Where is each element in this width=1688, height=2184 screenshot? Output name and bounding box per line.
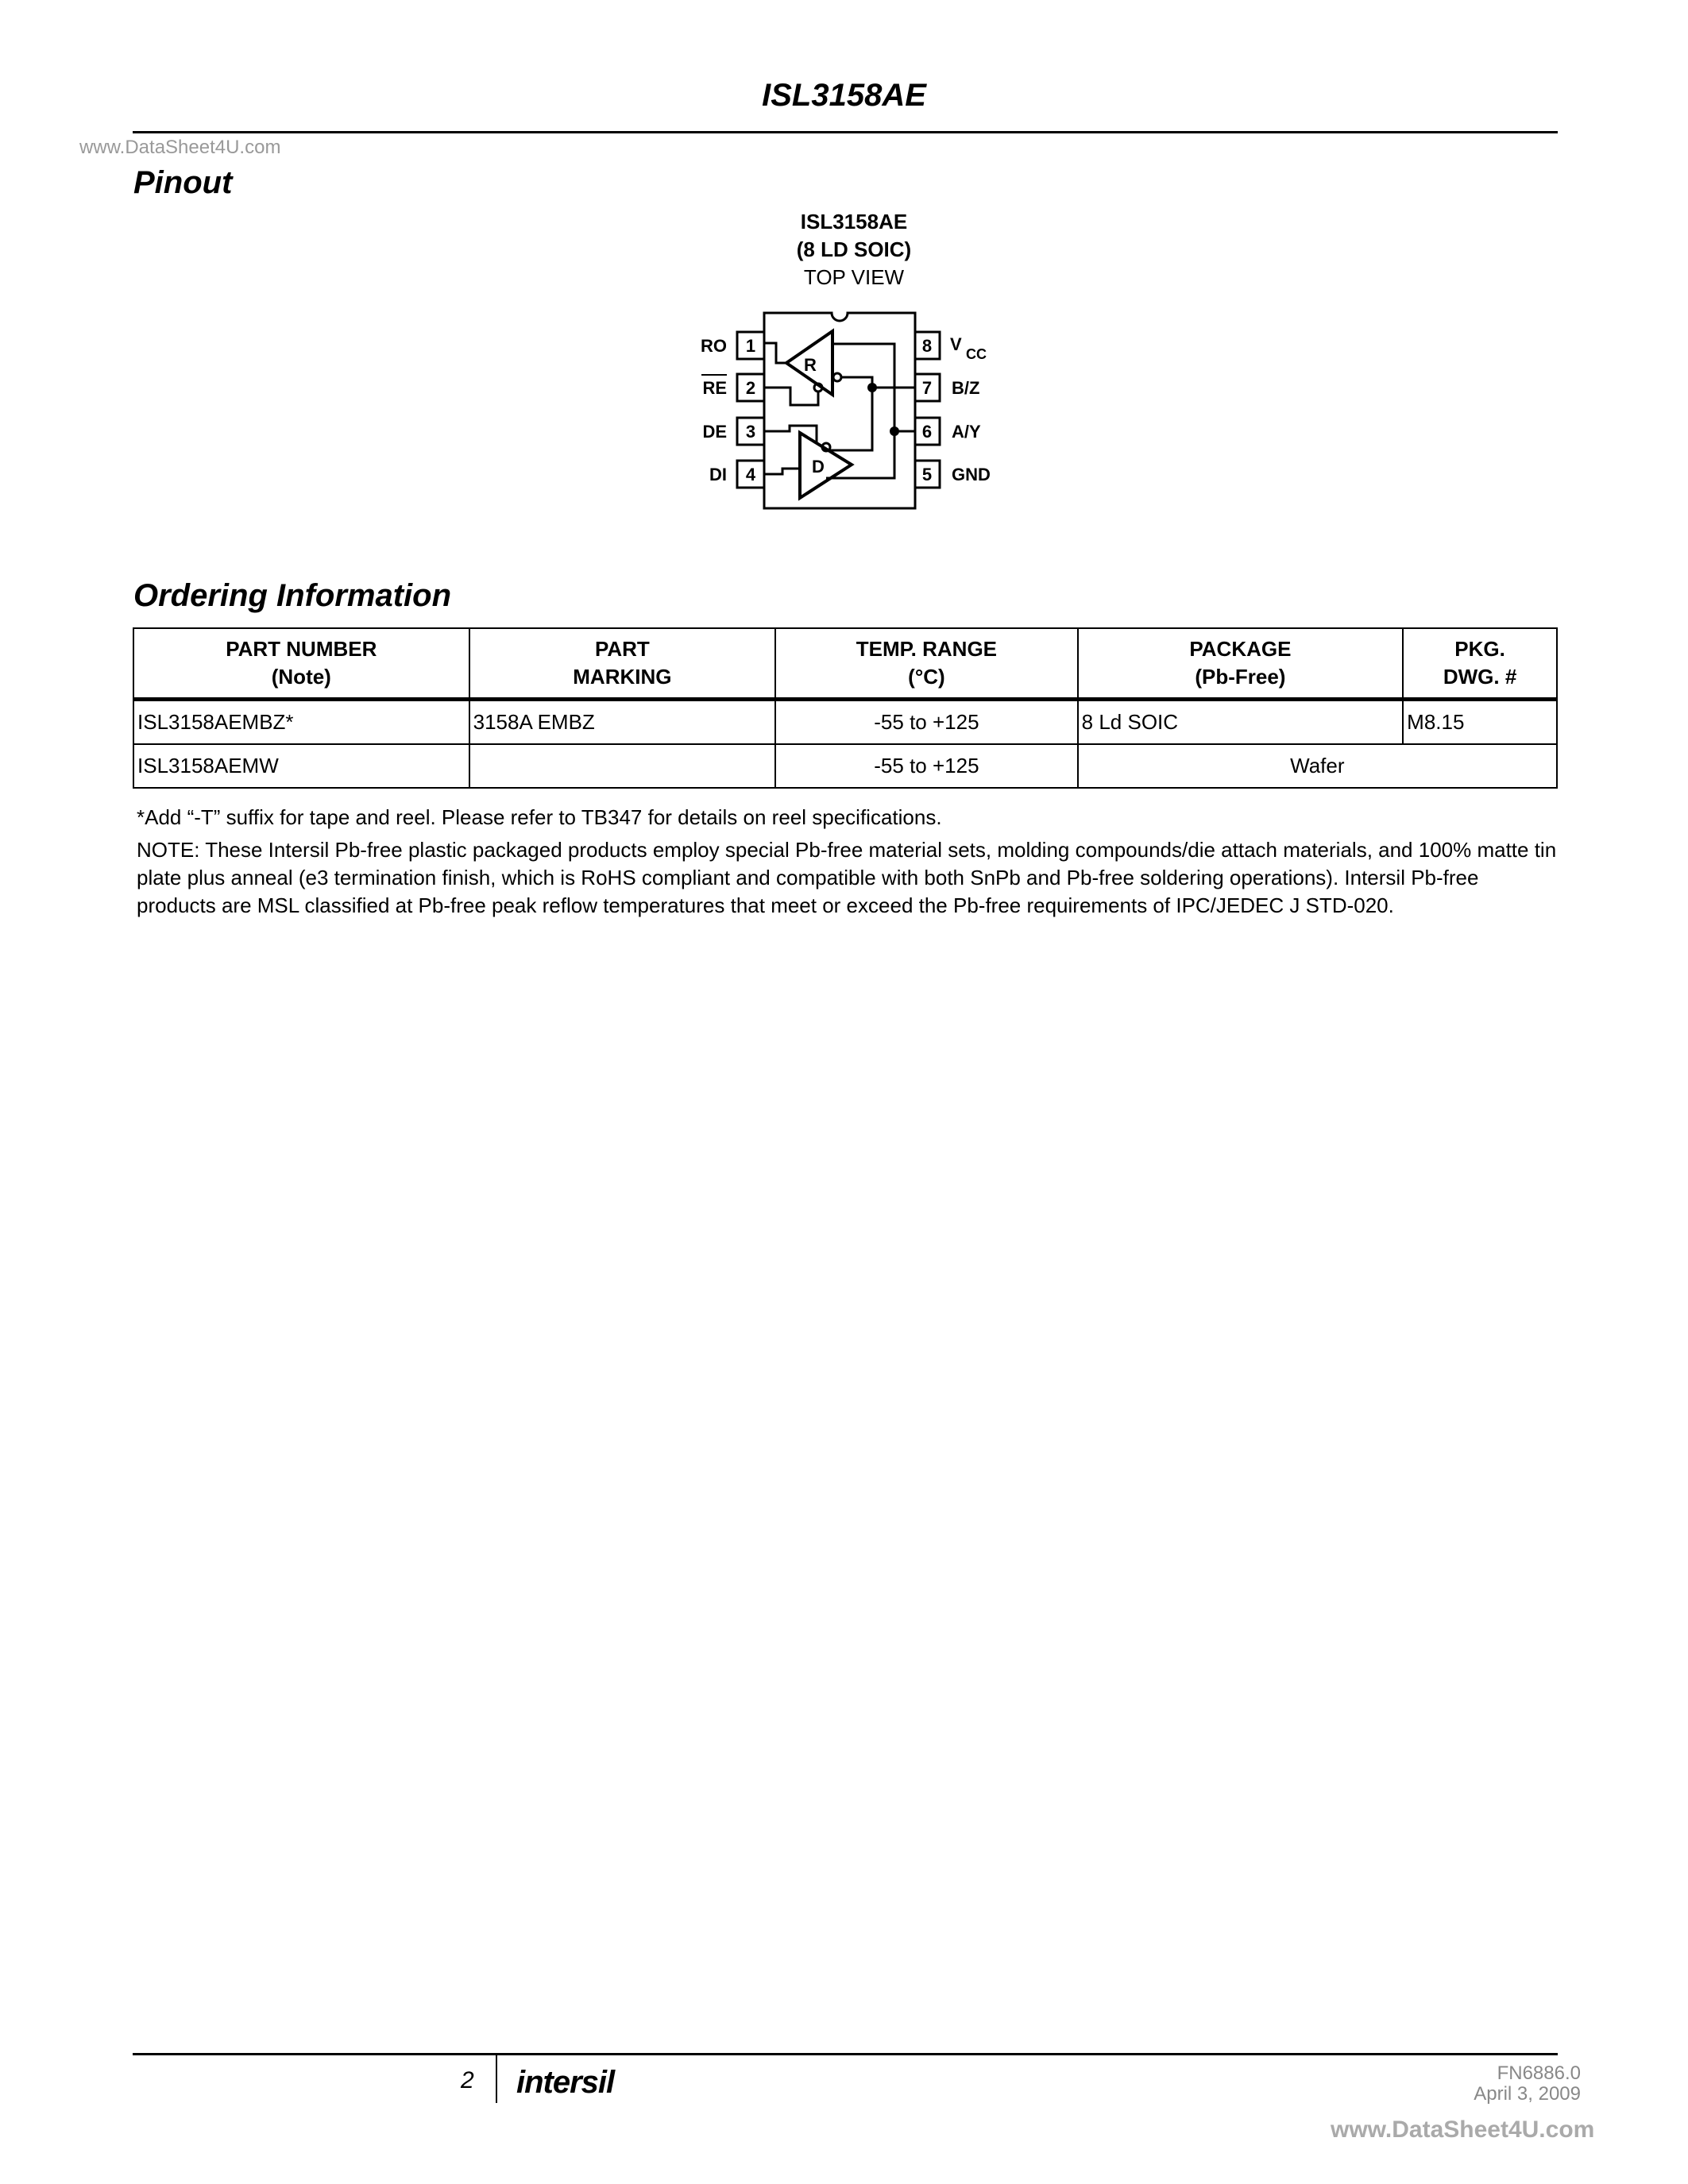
pin-number: 6	[921, 422, 933, 442]
pin-name: DE	[702, 422, 727, 442]
pin-number: 5	[921, 465, 933, 484]
driver-label: D	[812, 457, 825, 477]
pin-number: 8	[921, 336, 933, 356]
column-header: TEMP. RANGE (°C)	[775, 628, 1078, 700]
receiver-label: R	[804, 355, 817, 375]
page-number: 2	[461, 2067, 474, 2093]
chip-name: ISL3158AE	[800, 210, 908, 233]
table-row	[133, 744, 1557, 788]
pin-name: V	[950, 334, 962, 354]
pin-name: A/Y	[952, 422, 981, 442]
pinout-diagram	[675, 302, 1033, 516]
footer-divider	[496, 2055, 497, 2103]
cell-temp: -55 to +125	[775, 700, 1078, 745]
pin-number: 4	[745, 465, 756, 484]
column-header: PART MARKING	[469, 628, 776, 700]
column-header: PACKAGE (Pb-Free)	[1078, 628, 1404, 700]
column-header: PKG. DWG. #	[1403, 628, 1557, 700]
cell-package: Wafer	[1078, 744, 1557, 788]
pin-name: GND	[952, 465, 991, 484]
pin-name: B/Z	[952, 378, 980, 398]
doc-number: FN6886.0	[1497, 2062, 1581, 2084]
ordering-table	[133, 627, 1558, 789]
chip-view: TOP VIEW	[803, 265, 905, 289]
pin-name: RO	[701, 336, 727, 356]
pin-name: DI	[709, 465, 727, 484]
pin-name: RE	[702, 378, 727, 398]
ordering-notes	[137, 804, 1559, 924]
cell-temp: -55 to +125	[775, 744, 1078, 788]
pin-number: 3	[745, 422, 756, 442]
intersil-logo: intersil	[516, 2065, 615, 2100]
cell-marking: 3158A EMBZ	[469, 700, 776, 745]
doc-date: April 3, 2009	[1474, 2083, 1581, 2105]
chip-package: (8 LD SOIC)	[796, 237, 912, 261]
footer-watermark-link[interactable]: www.DataSheet4U.com	[1331, 2116, 1595, 2143]
table-row	[133, 700, 1557, 745]
pb-free-note: NOTE: These Intersil Pb-free plastic packaged products employ special Pb-free material sets, molding compounds/die attach materials, and 100% matte tin plate plus anneal (e3 termination finish, which is RoHS compliant and compatible with both SnPb and Pb-free soldering operations). Intersil Pb-free products are MSL classified at Pb-free peak reflow temperatures that meet or exceed the Pb-free requirements of IPC/JEDEC J STD-020.	[137, 838, 1557, 917]
cell-part: ISL3158AEMBZ*	[133, 700, 469, 745]
cell-package: 8 Ld SOIC	[1078, 700, 1404, 745]
footer-doc-info	[1335, 2063, 1581, 2105]
header-rule	[133, 131, 1558, 133]
page-header-title: ISL3158AE	[762, 78, 926, 113]
column-header: PART NUMBER (Note)	[133, 628, 469, 700]
table-header-row	[133, 628, 1557, 700]
ordering-heading: Ordering Information	[133, 578, 451, 613]
pin-name-sub: CC	[966, 346, 987, 362]
footnote: *Add “-T” suffix for tape and reel. Please refer to TB347 for details on reel specifications.	[137, 805, 942, 829]
chip-caption	[675, 208, 1033, 291]
pin-number: 7	[921, 378, 933, 398]
cell-part: ISL3158AEMW	[133, 744, 469, 788]
watermark-link[interactable]: www.DataSheet4U.com	[79, 137, 281, 158]
pin-number: 2	[745, 378, 756, 398]
pin-number: 1	[745, 336, 756, 356]
footer-rule	[133, 2053, 1558, 2055]
pinout-heading: Pinout	[133, 165, 233, 200]
cell-dwg: M8.15	[1403, 700, 1557, 745]
cell-marking	[469, 744, 776, 788]
